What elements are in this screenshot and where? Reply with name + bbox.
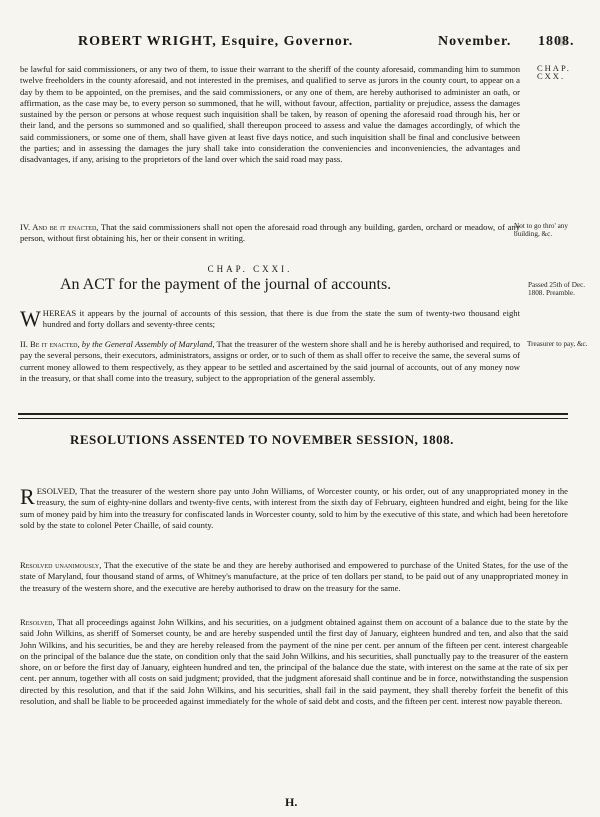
resolution-arms-lead: Resolved unanimously, bbox=[20, 560, 102, 570]
chapter-cxxi-heading: CHAP. CXXI. bbox=[207, 264, 293, 274]
header-month: November. bbox=[438, 34, 512, 49]
section-iv bbox=[20, 222, 520, 245]
resolution-wilkins-text: That all proceedings against John Wilkins, and his securities, on a judgment obtained against them on account of a balance due to the state by the said John Wilkins, as sheriff of Somerset county, be and are hereby suspended until the first day of January, eighteen hundred and ten, and also that the said John Wilkins, and his securities, be and they are hereby released from the payment of the nine per cent. per annum of the fifteen per cent. interest chargeable on the principal of the balance due the state, on condition only that the said John Wilkins, and his securities, shall punctually pay to the treasurer of the eastern shore, on or before the first day of January, eighteen hundred and ten, the principal of the balance due the state, with interest on the same at the rate of six per cent. per annum, together with all costs on said judgment; provided, that the judgment aforesaid shall continue and be in force, notwithstanding the suspension directed by this resolution, and that if the said John Wilkins, and his securities, shall fail in the said payment, they shall thereby forfeit the benefit of this resolution, and shall be liable to be proceeded against immediately for the whole of said debt and costs, and the fifteen per cent. interest now payable thereon. bbox=[20, 617, 568, 707]
preamble-dropcap: W bbox=[20, 306, 41, 331]
header-governor-title: ROBERT WRIGHT, Esquire, Governor. bbox=[78, 34, 354, 49]
margin-note-not-to-go: Not to go thro' any building, &c. bbox=[514, 222, 568, 238]
section-ii bbox=[20, 339, 520, 384]
section-iv-lead: IV. And be it enacted, bbox=[20, 222, 99, 232]
section-ii-italic: by the General Assembly of Maryland, bbox=[81, 339, 215, 349]
resolution-arms-text: That the executive of the state be and they are hereby authorised and empowered to purchase of the United States, for the use of the state of Maryland, four thousand stand of arms, of Whitney's manufacture, at the price of ten dollars per stand, to be paid out of any unappropriated money in the treasury of the western shore, and the executive are hereby authorised to draw on the treasury for the same. bbox=[20, 560, 568, 593]
margin-note-treasurer: Treasurer to pay, &c. bbox=[527, 340, 588, 348]
section-divider-thick bbox=[18, 413, 568, 415]
section-ii-lead: II. Be it enacted, bbox=[20, 339, 80, 349]
resolution-williams-lead: ESOLVED, bbox=[36, 486, 78, 496]
preamble-text: HEREAS it appears by the journal of accounts of this session, that there is due from the state the sum of twenty-two thousand eight hundred and forty dollars and seventy-three cents; bbox=[42, 308, 520, 330]
header-year: 1808. bbox=[538, 34, 575, 49]
preamble bbox=[20, 308, 520, 331]
margin-note-chapter: CHAP. CXX. bbox=[537, 63, 571, 81]
resolution-wilkins bbox=[20, 617, 568, 707]
section-iv-text: That the said commissioners shall not open the aforesaid road through any building, garden, orchard or meadow, of any person, without first obtaining his, her or their consent in writing. bbox=[20, 222, 520, 244]
act-title: An ACT for the payment of the journal of accounts. bbox=[60, 276, 392, 293]
resolution-williams bbox=[20, 486, 568, 531]
resolutions-heading: RESOLUTIONS ASSENTED TO NOVEMBER SESSION, 1808. bbox=[70, 432, 454, 447]
chapter-cxx-continuation: be lawful for said commissioners, or any two of them, to issue their warrant to the sheriff of the county aforesaid, commanding him to summon twelve freeholders in the county aforesaid, and not interested in the premises, and qualified to serve as jurors in the county court, to appear on a day by them to be appointed, on the premises, and the said commissioners, or any one of them, are hereby authorised to administer an oath, or affirmation, as the case may be, to every person so summoned, that he will, without favour, affection, partiality or prejudice, assess the damages sustained by the person or persons at whose request such inquisition shall be taken, by reason of opening the aforesaid road through his, her or their land, and the persons so summoned and so qualified, shall thereupon proceed to assess and value the damages accordingly, of which the said commissioners, or some one of them, shall have given at least five days notice, and such inquisition shall be final and conclusive between the parties; and in assessing the damages the jury shall take into consideration the conveniencies and inconveniencies, the advantages and disadvantages, if any, arising to the proprietors of the land over which the said road may pass. bbox=[20, 64, 520, 165]
section-ii-text: That the treasurer of the western shore shall and he is hereby authorised and required, to pay the several persons, their executors, administrators, assigns or order, or to such of them as shall offer to receive the same, the several sums of current money allowed to them respectively, as they appear to be settled and ascertained by the said journal of accounts, out of any money now in the treasury, or that shall come into the treasury, subject to the appropriation of the general assembly. bbox=[20, 339, 520, 383]
section-divider-thin bbox=[18, 418, 568, 419]
margin-note-passed: Passed 25th of Dec. 1808. Preamble. bbox=[528, 281, 586, 297]
resolution-wilkins-lead: Resolved, bbox=[20, 617, 55, 627]
signature-mark: H. bbox=[285, 795, 298, 809]
resolution-williams-text: That the treasurer of the western shore pay unto John Williams, of Worcester county, or his order, out of any unappropriated money in the treasury, the sum of eighty-nine dollars and twenty-five cents, with interest from the sixth day of February, eighteen hundred and eight, being for the like sum of money paid by him into the treasury for confiscated lands in Worcester county, sold to him by the executive of this state, and which had been heretofore sold by the state to colonel Peter Chaille, of said county. bbox=[20, 486, 568, 530]
resolution-arms bbox=[20, 560, 568, 594]
resolution-dropcap: R bbox=[20, 484, 35, 509]
ink-blot bbox=[557, 36, 567, 46]
